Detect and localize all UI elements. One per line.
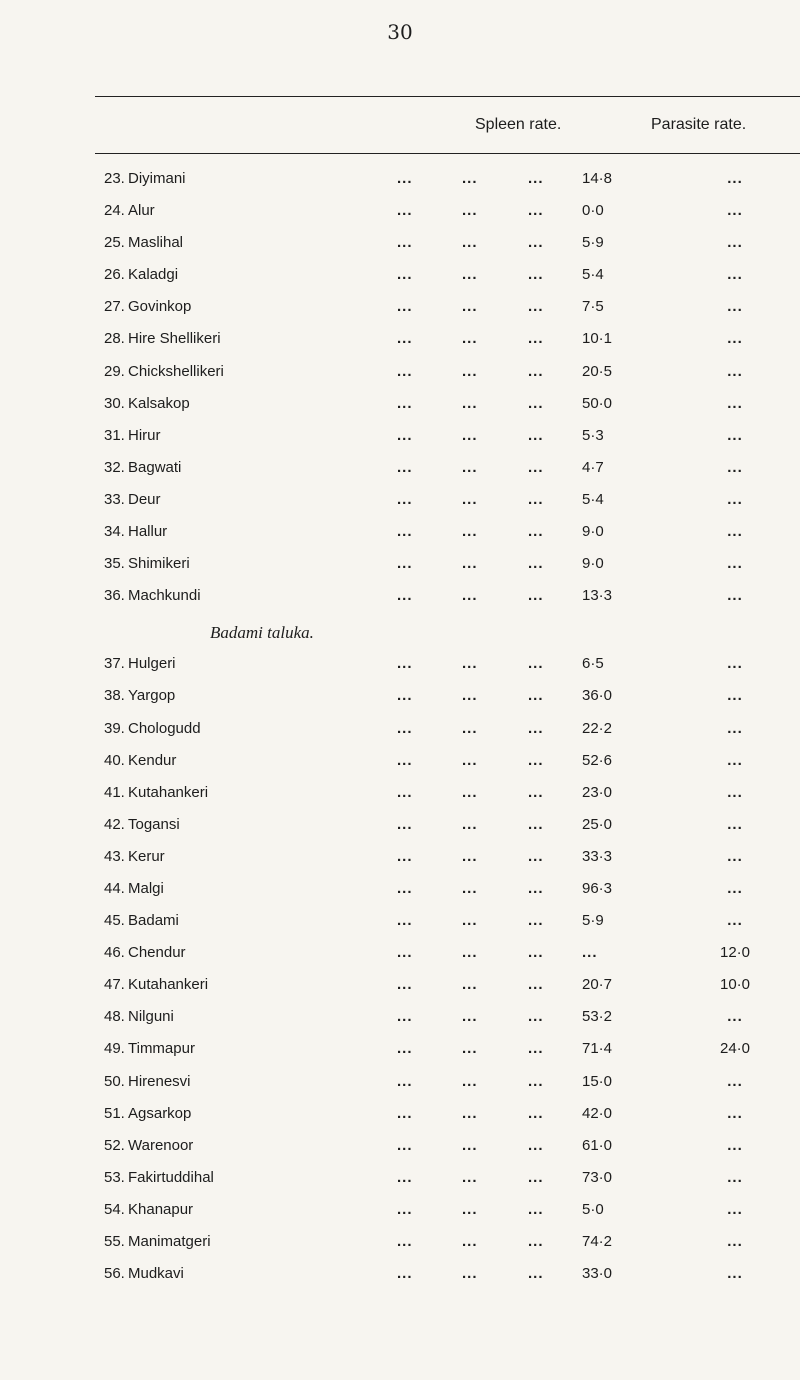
- leader-dots: ...: [397, 944, 413, 962]
- leader-dots: ...: [528, 490, 544, 508]
- leader-dots: ...: [397, 719, 413, 737]
- row-number: 38.: [104, 687, 125, 705]
- village-name: Chologudd: [128, 719, 201, 737]
- row-number: 28.: [104, 330, 125, 348]
- leader-dots: ...: [462, 170, 478, 187]
- spleen-rate-value: ...: [582, 944, 598, 962]
- leader-dots: ...: [397, 1168, 413, 1186]
- page-number: 30: [387, 20, 413, 44]
- leader-dots: ...: [397, 330, 413, 348]
- taluka-heading: Badami taluka.: [210, 623, 314, 643]
- parasite-rate-value: ...: [727, 1265, 743, 1283]
- row-number: 53.: [104, 1168, 125, 1186]
- leader-dots: ...: [397, 655, 413, 673]
- parasite-rate-value: ...: [727, 815, 743, 833]
- row-number: 30.: [104, 394, 125, 412]
- spleen-rate-value: 13·3: [582, 587, 613, 605]
- leader-dots: ...: [528, 587, 544, 605]
- table-row: [0, 294, 800, 326]
- table-row: [0, 455, 800, 487]
- leader-dots: ...: [462, 202, 478, 220]
- parasite-rate-value: ...: [727, 912, 743, 930]
- leader-dots: ...: [528, 912, 544, 930]
- leader-dots: ...: [462, 426, 478, 444]
- row-number: 24.: [104, 202, 125, 220]
- table-row: [0, 230, 800, 262]
- leader-dots: ...: [397, 1233, 413, 1250]
- leader-dots: ...: [462, 1200, 478, 1218]
- section-heading: [0, 615, 800, 651]
- leader-dots: ...: [397, 587, 413, 605]
- parasite-rate-value: ...: [727, 170, 743, 187]
- village-name: Malgi: [128, 879, 164, 897]
- leader-dots: ...: [462, 687, 478, 705]
- village-name: Diyimani: [128, 170, 186, 187]
- leader-dots: ...: [528, 783, 544, 801]
- leader-dots: ...: [462, 976, 478, 994]
- leader-dots: ...: [462, 266, 478, 284]
- parasite-rate-value: ...: [727, 1072, 743, 1090]
- parasite-rate-value: ...: [727, 426, 743, 444]
- leader-dots: ...: [397, 1200, 413, 1218]
- village-name: Kutahankeri: [128, 976, 209, 994]
- row-number: 50.: [104, 1072, 125, 1090]
- leader-dots: ...: [397, 751, 413, 769]
- parasite-rate-value: ...: [727, 847, 743, 865]
- village-name: Nilguni: [128, 1008, 174, 1026]
- row-number: 33.: [104, 490, 125, 508]
- parasite-rate-value: ...: [727, 783, 743, 801]
- spleen-rate-value: 23·0: [582, 783, 613, 801]
- spleen-rate-value: 5·4: [582, 266, 604, 284]
- village-name: Khanapur: [128, 1200, 194, 1218]
- leader-dots: ...: [397, 426, 413, 444]
- parasite-rate-value: ...: [727, 751, 743, 769]
- table-row: [0, 812, 800, 844]
- spleen-rate-value: 9·0: [582, 555, 604, 573]
- leader-dots: ...: [397, 783, 413, 801]
- row-number: 43.: [104, 847, 125, 865]
- village-name: Chickshellikeri: [128, 362, 224, 380]
- leader-dots: ...: [462, 555, 478, 573]
- parasite-rate-value: ...: [727, 1136, 743, 1154]
- table-row: [0, 1229, 800, 1261]
- village-name: Alur: [128, 202, 155, 220]
- village-name: Maslihal: [128, 234, 184, 252]
- village-name: Hirur: [128, 426, 161, 444]
- leader-dots: ...: [462, 719, 478, 737]
- leader-dots: ...: [528, 879, 544, 897]
- leader-dots: ...: [528, 1072, 544, 1090]
- parasite-rate-value: ...: [727, 458, 743, 476]
- table-row: [0, 1133, 800, 1165]
- spleen-rate-value: 5·9: [582, 234, 604, 252]
- leader-dots: ...: [528, 719, 544, 737]
- spleen-rate-value: 42·0: [582, 1104, 613, 1122]
- parasite-rate-value: ...: [727, 202, 743, 220]
- spleen-rate-value: 20·5: [582, 362, 613, 380]
- village-name: Kaladgi: [128, 266, 179, 284]
- row-number: 39.: [104, 719, 125, 737]
- leader-dots: ...: [397, 523, 413, 541]
- leader-dots: ...: [462, 234, 478, 252]
- leader-dots: ...: [397, 1136, 413, 1154]
- spleen-rate-value: 61·0: [582, 1136, 613, 1154]
- village-name: Bagwati: [128, 458, 182, 476]
- leader-dots: ...: [462, 490, 478, 508]
- leader-dots: ...: [397, 458, 413, 476]
- row-number: 23.: [104, 170, 125, 187]
- leader-dots: ...: [528, 687, 544, 705]
- village-name: Kalsakop: [128, 394, 190, 412]
- village-name: Machkundi: [128, 587, 201, 605]
- table-row: [0, 716, 800, 748]
- table-row: [0, 1036, 800, 1068]
- leader-dots: ...: [462, 1265, 478, 1283]
- row-number: 36.: [104, 587, 125, 605]
- table-row: [0, 583, 800, 615]
- spleen-rate-value: 33·3: [582, 847, 613, 865]
- leader-dots: ...: [528, 1136, 544, 1154]
- parasite-rate-value: 10·0: [719, 976, 751, 994]
- leader-dots: ...: [528, 944, 544, 962]
- village-name: Hire Shellikeri: [128, 330, 221, 348]
- parasite-rate-value: ...: [727, 234, 743, 252]
- leader-dots: ...: [397, 687, 413, 705]
- spleen-rate-value: 22·2: [582, 719, 613, 737]
- parasite-rate-header: Parasite rate.: [651, 116, 747, 133]
- leader-dots: ...: [528, 362, 544, 380]
- table-row: [0, 651, 800, 683]
- spleen-rate-value: 10·1: [582, 330, 613, 348]
- spleen-rate-value: 6·5: [582, 655, 604, 673]
- leader-dots: ...: [397, 362, 413, 380]
- spleen-rate-value: 7·5: [582, 298, 604, 316]
- leader-dots: ...: [528, 266, 544, 284]
- table-row: [0, 198, 800, 230]
- table-row: [0, 1101, 800, 1133]
- header-rule: [95, 153, 800, 154]
- spleen-rate-value: 25·0: [582, 815, 613, 833]
- leader-dots: ...: [397, 1072, 413, 1090]
- leader-dots: ...: [397, 394, 413, 412]
- leader-dots: ...: [528, 1200, 544, 1218]
- spleen-rate-value: 71·4: [582, 1040, 613, 1058]
- table-row: [0, 780, 800, 812]
- table-row: [0, 972, 800, 1004]
- village-name: Hulgeri: [128, 655, 176, 673]
- leader-dots: ...: [528, 1104, 544, 1122]
- table-row: [0, 423, 800, 455]
- leader-dots: ...: [462, 330, 478, 348]
- parasite-rate-value: ...: [727, 1168, 743, 1186]
- village-name: Kendur: [128, 751, 177, 769]
- spleen-rate-value: 15·0: [582, 1072, 613, 1090]
- parasite-rate-value: ...: [727, 1233, 743, 1250]
- table-row: [0, 1165, 800, 1197]
- spleen-rate-value: 5·4: [582, 490, 604, 508]
- leader-dots: ...: [528, 1233, 544, 1250]
- parasite-rate-value: ...: [727, 266, 743, 284]
- leader-dots: ...: [528, 458, 544, 476]
- village-name: Mudkavi: [128, 1265, 184, 1283]
- spleen-rate-header: Spleen rate.: [475, 116, 562, 133]
- leader-dots: ...: [462, 1136, 478, 1154]
- leader-dots: ...: [528, 298, 544, 316]
- village-name: Hirenesvi: [128, 1072, 191, 1090]
- village-name: Badami: [128, 912, 179, 930]
- parasite-rate-value: ...: [727, 879, 743, 897]
- row-number: 44.: [104, 879, 125, 897]
- leader-dots: ...: [462, 1040, 478, 1058]
- table-row: [0, 1069, 800, 1101]
- village-name: Kerur: [128, 847, 165, 865]
- leader-dots: ...: [462, 458, 478, 476]
- leader-dots: ...: [528, 523, 544, 541]
- village-name: Warenoor: [128, 1136, 194, 1154]
- parasite-rate-value: ...: [727, 719, 743, 737]
- parasite-rate-value: ...: [727, 1008, 743, 1026]
- spleen-rate-value: 73·0: [582, 1168, 613, 1186]
- leader-dots: ...: [528, 170, 544, 187]
- row-number: 45.: [104, 912, 125, 930]
- spleen-rate-value: 74·2: [582, 1233, 613, 1250]
- spleen-rate-value: 53·2: [582, 1008, 613, 1026]
- leader-dots: ...: [528, 426, 544, 444]
- table-group-badami: [0, 651, 800, 1293]
- leader-dots: ...: [528, 815, 544, 833]
- parasite-rate-value: 12·0: [719, 944, 751, 962]
- leader-dots: ...: [462, 879, 478, 897]
- table-row: [0, 908, 800, 940]
- leader-dots: ...: [462, 751, 478, 769]
- leader-dots: ...: [397, 1040, 413, 1058]
- village-name: Timmapur: [128, 1040, 195, 1058]
- village-name: Govinkop: [128, 298, 192, 316]
- leader-dots: ...: [397, 266, 413, 284]
- leader-dots: ...: [397, 815, 413, 833]
- leader-dots: ...: [462, 912, 478, 930]
- table-row: [0, 1197, 800, 1229]
- parasite-rate-value: ...: [727, 1200, 743, 1218]
- village-name: Fakirtuddihal: [128, 1168, 214, 1186]
- row-number: 55.: [104, 1233, 125, 1250]
- village-name: Agsarkop: [128, 1104, 192, 1122]
- leader-dots: ...: [528, 976, 544, 994]
- leader-dots: ...: [462, 362, 478, 380]
- spleen-rate-value: 5·3: [582, 426, 604, 444]
- leader-dots: ...: [397, 912, 413, 930]
- parasite-rate-value: ...: [727, 394, 743, 412]
- leader-dots: ...: [462, 783, 478, 801]
- village-name: Deur: [128, 490, 161, 508]
- village-name: Hallur: [128, 523, 168, 541]
- leader-dots: ...: [462, 298, 478, 316]
- spleen-rate-value: 20·7: [582, 976, 613, 994]
- leader-dots: ...: [462, 944, 478, 962]
- leader-dots: ...: [462, 1233, 478, 1250]
- row-number: 31.: [104, 426, 125, 444]
- rate-table: [0, 166, 800, 1293]
- row-number: 49.: [104, 1040, 125, 1058]
- table-row: [0, 683, 800, 715]
- leader-dots: ...: [528, 655, 544, 673]
- table-row: [0, 940, 800, 972]
- row-number: 46.: [104, 944, 125, 962]
- parasite-rate-value: ...: [727, 687, 743, 705]
- spleen-rate-value: 5·9: [582, 912, 604, 930]
- table-row: [0, 391, 800, 423]
- parasite-rate-value: ...: [727, 523, 743, 541]
- village-name: Kutahankeri: [128, 783, 209, 801]
- village-name: Togansi: [128, 815, 180, 833]
- leader-dots: ...: [397, 490, 413, 508]
- parasite-rate-value: ...: [727, 490, 743, 508]
- leader-dots: ...: [462, 523, 478, 541]
- leader-dots: ...: [462, 1072, 478, 1090]
- spleen-rate-value: 9·0: [582, 523, 604, 541]
- row-number: 27.: [104, 298, 125, 316]
- table-group-upper: [0, 166, 800, 615]
- leader-dots: ...: [462, 847, 478, 865]
- row-number: 37.: [104, 655, 125, 673]
- row-number: 41.: [104, 783, 125, 801]
- table-row: [0, 166, 800, 198]
- row-number: 48.: [104, 1008, 125, 1026]
- table-row: [0, 551, 800, 583]
- village-name: Yargop: [128, 687, 176, 705]
- table-row: [0, 359, 800, 391]
- parasite-rate-value: ...: [727, 298, 743, 316]
- leader-dots: ...: [528, 1168, 544, 1186]
- leader-dots: ...: [397, 298, 413, 316]
- leader-dots: ...: [397, 976, 413, 994]
- table-row: [0, 326, 800, 358]
- table-row: [0, 519, 800, 551]
- leader-dots: ...: [397, 170, 413, 187]
- village-name: Manimatgeri: [128, 1233, 211, 1250]
- row-number: 26.: [104, 266, 125, 284]
- parasite-rate-value: ...: [727, 655, 743, 673]
- spleen-rate-value: 33·0: [582, 1265, 613, 1283]
- spleen-rate-value: 5·0: [582, 1200, 604, 1218]
- row-number: 52.: [104, 1136, 125, 1154]
- leader-dots: ...: [462, 815, 478, 833]
- leader-dots: ...: [397, 234, 413, 252]
- row-number: 29.: [104, 362, 125, 380]
- village-name: Chendur: [128, 944, 186, 962]
- table-row: [0, 1004, 800, 1036]
- leader-dots: ...: [397, 1104, 413, 1122]
- leader-dots: ...: [528, 555, 544, 573]
- table-row: [0, 487, 800, 519]
- row-number: 56.: [104, 1265, 125, 1283]
- row-number: 34.: [104, 523, 125, 541]
- leader-dots: ...: [462, 1008, 478, 1026]
- table-row: [0, 844, 800, 876]
- spleen-rate-value: 50·0: [582, 394, 613, 412]
- leader-dots: ...: [462, 1168, 478, 1186]
- row-number: 47.: [104, 976, 125, 994]
- row-number: 51.: [104, 1104, 125, 1122]
- table-row: [0, 876, 800, 908]
- leader-dots: ...: [528, 1265, 544, 1283]
- spleen-rate-value: 96·3: [582, 879, 613, 897]
- leader-dots: ...: [397, 879, 413, 897]
- leader-dots: ...: [462, 394, 478, 412]
- row-number: 54.: [104, 1200, 125, 1218]
- leader-dots: ...: [397, 555, 413, 573]
- village-name: Shimikeri: [128, 555, 190, 573]
- spleen-rate-value: 4·7: [582, 458, 604, 476]
- parasite-rate-value: ...: [727, 330, 743, 348]
- leader-dots: ...: [462, 655, 478, 673]
- leader-dots: ...: [397, 202, 413, 220]
- table-row: [0, 1261, 800, 1293]
- leader-dots: ...: [397, 1265, 413, 1283]
- leader-dots: ...: [528, 751, 544, 769]
- leader-dots: ...: [397, 847, 413, 865]
- row-number: 40.: [104, 751, 125, 769]
- parasite-rate-value: 24·0: [719, 1040, 751, 1058]
- spleen-rate-value: 0·0: [582, 202, 604, 220]
- leader-dots: ...: [397, 1008, 413, 1026]
- table-row: [0, 262, 800, 294]
- row-number: 25.: [104, 234, 125, 252]
- leader-dots: ...: [462, 1104, 478, 1122]
- parasite-rate-value: ...: [727, 1104, 743, 1122]
- row-number: 42.: [104, 815, 125, 833]
- row-number: 35.: [104, 555, 125, 573]
- leader-dots: ...: [528, 1040, 544, 1058]
- spleen-rate-value: 52·6: [582, 751, 613, 769]
- leader-dots: ...: [528, 330, 544, 348]
- leader-dots: ...: [528, 1008, 544, 1026]
- top-rule: [95, 96, 800, 97]
- leader-dots: ...: [528, 234, 544, 252]
- spleen-rate-value: 14·8: [582, 170, 613, 187]
- leader-dots: ...: [528, 394, 544, 412]
- parasite-rate-value: ...: [727, 587, 743, 605]
- spleen-rate-value: 36·0: [582, 687, 613, 705]
- leader-dots: ...: [528, 202, 544, 220]
- parasite-rate-value: ...: [727, 555, 743, 573]
- leader-dots: ...: [462, 587, 478, 605]
- table-row: [0, 748, 800, 780]
- leader-dots: ...: [528, 847, 544, 865]
- parasite-rate-value: ...: [727, 362, 743, 380]
- row-number: 32.: [104, 458, 125, 476]
